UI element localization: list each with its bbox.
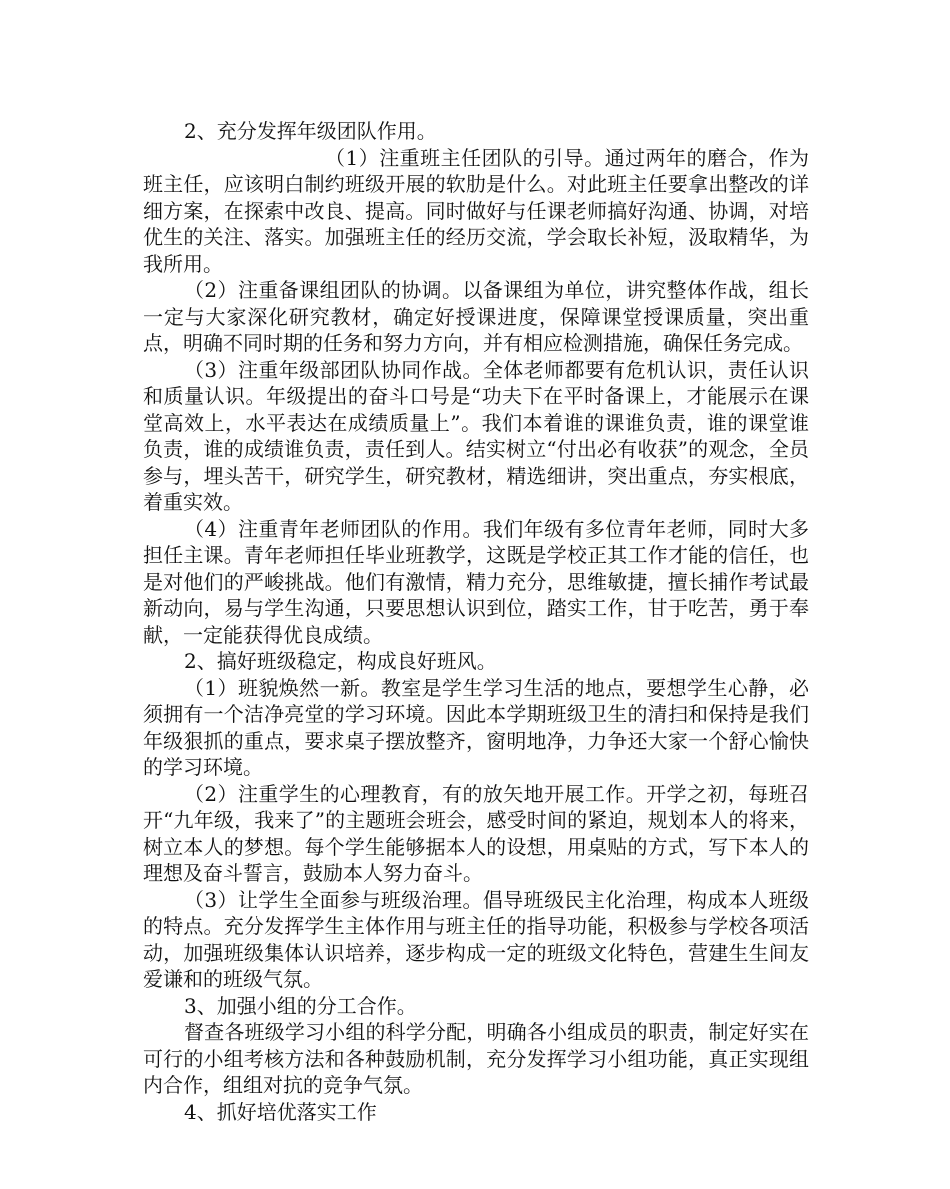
paragraph-head-teacher-team: （1）注重班主任团队的引导。通过两年的磨合，作为班主任，应该明白制约班级开展的软肋是什么。对此班主任要拿出整改的详细方案，在探索中改良、提高。同时做好与任课老师搞好沟通、协调，对培优生的关注、落实。加强班主任的经历交流，学会取长补短，汲取精华，为我所用。 [143,145,809,276]
paragraph-young-teacher-team: （4）注重青年老师团队的作用。我们年级有多位青年老师，同时大多担任主课。青年老师担任毕业班教学，这既是学校正其工作才能的信任，也是对他们的严峻挑战。他们有激情，精力充分，思维敏捷，擅长捕作考试最新动向，易与学生沟通，只要思想认识到位，踏实工作，甘于吃苦，勇于奉献，一定能获得优良成绩。 [143,516,809,647]
paragraph-class-appearance: （1）班貌焕然一新。教室是学生学习生活的地点，要想学生心静，必须拥有一个洁净亮堂的学习环境。因此本学期班级卫生的清扫和保持是我们年级狠抓的重点，要求桌子摆放整齐，窗明地净，力争还大家一个舒心愉快的学习环境。 [143,675,809,779]
paragraph-grade-team: （3）注重年级部团队协同作战。全体老师都要有危机认识，责任认识和质量认识。年级提出的奋斗口号是“功夫下在平时备课上，才能展示在课堂高效上，水平表达在成绩质量上”。我们本着谁的课谁负责，谁的课堂谁负责，谁的成绩谁负责，责任到人。结实树立“付出必有收获”的观念，全员参与，埋头苦干，研究学生，研究教材，精选细讲，突出重点，夯实根底，着重实效。 [143,357,809,514]
section-heading-class-stability: 2、搞好班级稳定，构成良好班风。 [184,649,497,673]
paragraph-psychology-education: （2）注重学生的心理教育，有的放矢地开展工作。开学之初，每班召开“九年级，我来了”的主题班会班会，感受时间的紧迫，规划本人的将来，树立本人的梦想。每个学生能够据本人的设想，用桌贴的方式，写下本人的理想及奋斗誓言，鼓励本人努力奋斗。 [143,781,809,885]
paragraph-group-supervision: 督查各班级学习小组的科学分配，明确各小组成员的职责，制定好实在可行的小组考核方法和各种鼓励机制，充分发挥学习小组功能，真正实现组内合作，组组对抗的竞争气氛。 [143,1020,809,1097]
paragraph-class-governance: （3）让学生全面参与班级治理。倡导班级民主化治理，构成本人班级的特点。充分发挥学生主体作用与班主任的指导功能，积极参与学校各项活动，加强班级集体认识培养，逐步构成一定的班级文化特色，营建生生间友爱谦和的班级气氛。 [143,887,809,991]
section-heading-top-students: 4、抓好培优落实工作 [184,1099,377,1124]
section-heading-group-cooperation: 3、加强小组的分工合作。 [184,993,417,1018]
document-body [143,118,809,1125]
section-heading-team: 2、充分发挥年级团队作用。 [184,119,437,143]
paragraph-lesson-prep-team: （2）注重备课组团队的协调。以备课组为单位，讲究整体作战，组长一定与大家深化研究教材，确定好授课进度，保障课堂授课质量，突出重点，明确不同时期的任务和努力方向，并有相应检测措施，确保任务完成。 [143,278,809,355]
